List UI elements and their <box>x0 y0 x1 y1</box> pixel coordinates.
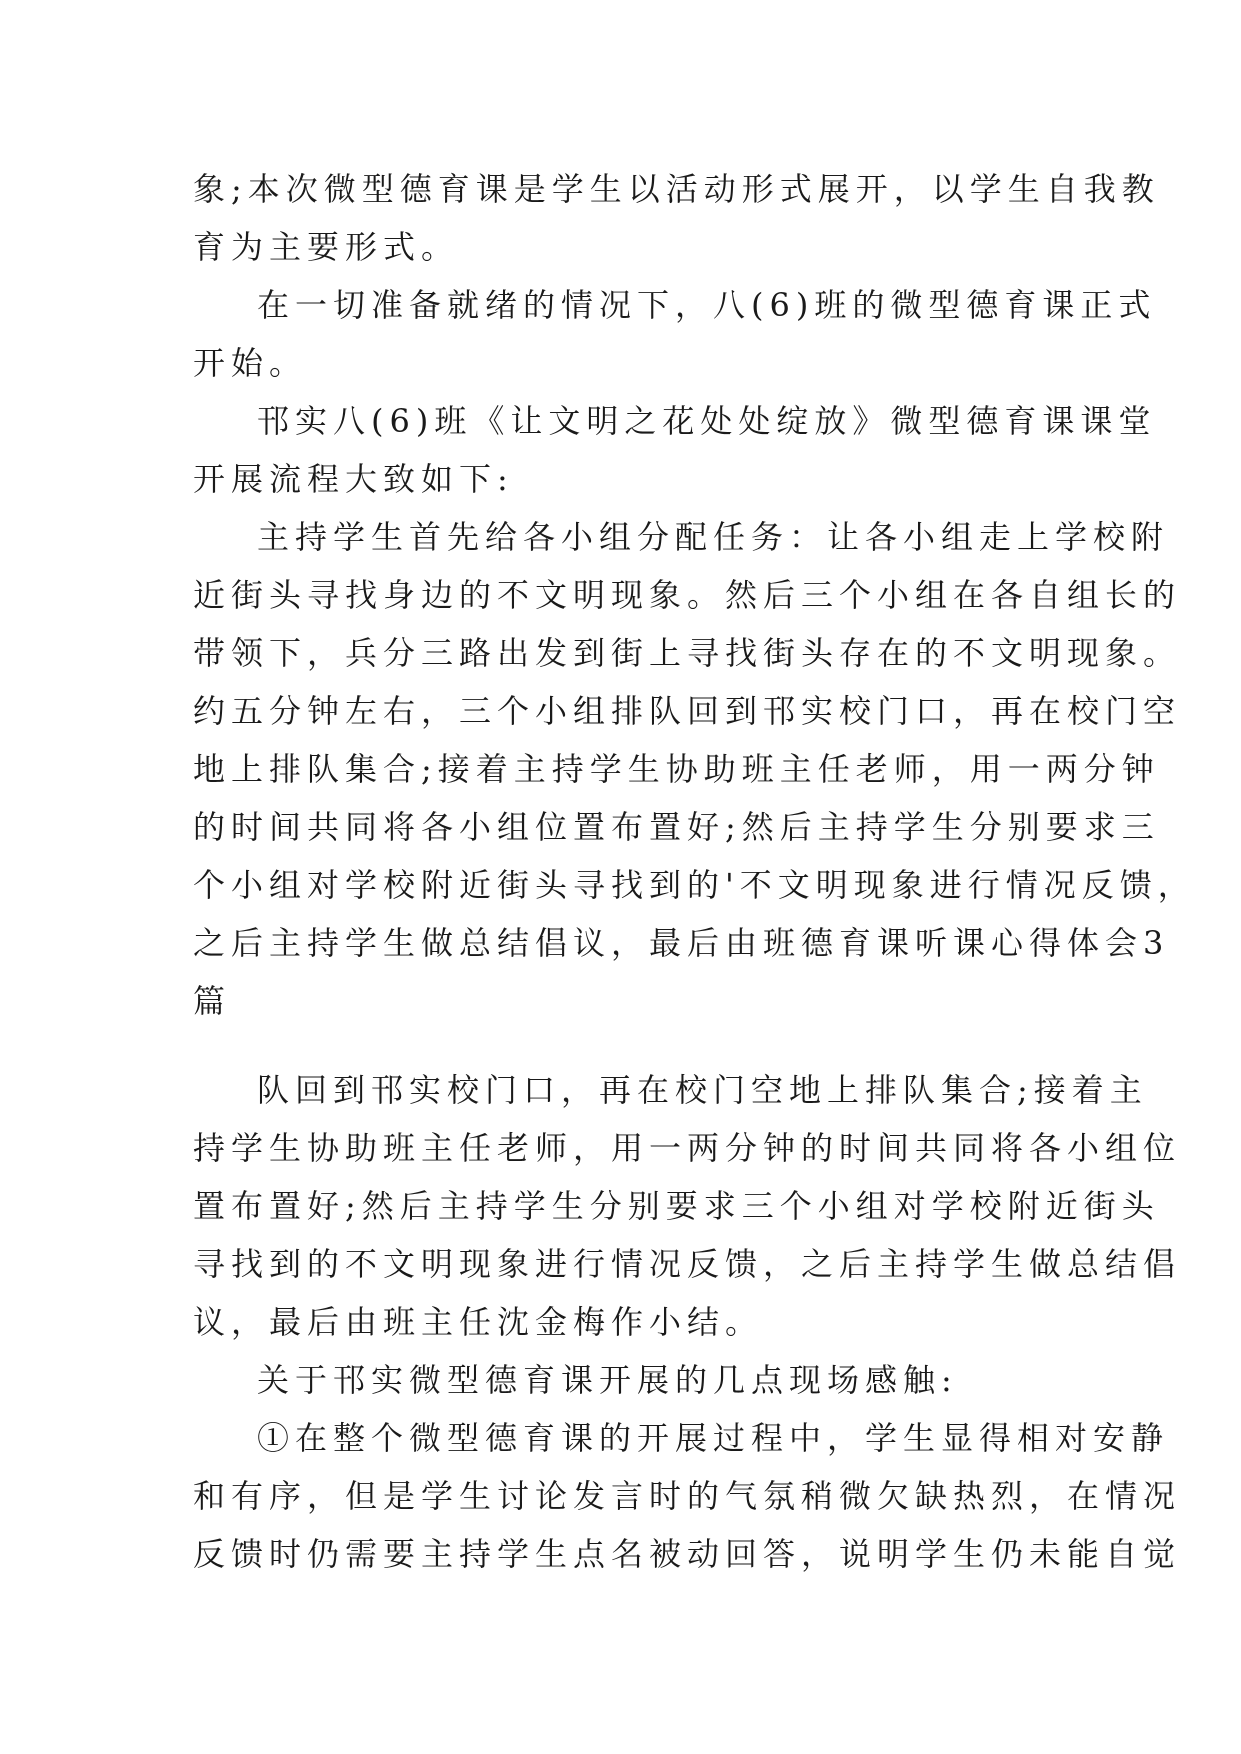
text-line: 队回到邗实校门口，再在校门空地上排队集合;接着主 <box>257 1071 1148 1109</box>
text-line: 象;本次微型德育课是学生以活动形式展开，以学生自我教 <box>193 170 1160 208</box>
text-line: 约五分钟左右，三个小组排队回到邗实校门口，再在校门空 <box>193 692 1182 730</box>
text-line: 寻找到的不文明现象进行情况反馈，之后主持学生做总结倡 <box>193 1245 1182 1283</box>
text-line: 带领下，兵分三路出发到街上寻找街头存在的不文明现象。 <box>193 634 1182 672</box>
text-line: 邗实八(6)班《让文明之花处处绽放》微型德育课课堂 <box>257 402 1157 440</box>
text-line: 近街头寻找身边的不文明现象。然后三个小组在各自组长的 <box>193 576 1182 614</box>
text-line: 持学生协助班主任老师，用一两分钟的时间共同将各小组位 <box>193 1129 1182 1167</box>
text-line: 和有序，但是学生讨论发言时的气氛稍微欠缺热烈，在情况 <box>193 1477 1182 1515</box>
text-line: 个小组对学校附近街头寻找到的'不文明现象进行情况反馈， <box>193 866 1196 904</box>
paragraph-gap <box>193 1030 1053 1061</box>
text-line: 在一切准备就绪的情况下，八(6)班的微型德育课正式 <box>257 286 1157 324</box>
text-line: 开始。 <box>193 344 308 382</box>
text-line: 关于邗实微型德育课开展的几点现场感触: <box>257 1361 958 1399</box>
text-line: 开展流程大致如下: <box>193 460 514 498</box>
text-line: 议，最后由班主任沈金梅作小结。 <box>193 1303 764 1341</box>
text-line: 地上排队集合;接着主持学生协助班主任老师，用一两分钟 <box>193 750 1160 788</box>
text-line: 之后主持学生做总结倡议，最后由班德育课听课心得体会3 <box>193 924 1170 962</box>
text-line: ①在整个微型德育课的开展过程中，学生显得相对安静 <box>257 1419 1170 1457</box>
text-line: 主持学生首先给各小组分配任务：让各小组走上学校附 <box>257 518 1170 556</box>
text-line: 置布置好;然后主持学生分别要求三个小组对学校附近街头 <box>193 1187 1160 1225</box>
text-line: 的时间共同将各小组位置布置好;然后主持学生分别要求三 <box>193 808 1160 846</box>
document-body <box>193 160 1196 1583</box>
text-line: 篇 <box>193 982 232 1020</box>
text-line: 反馈时仍需要主持学生点名被动回答，说明学生仍未能自觉 <box>193 1535 1182 1573</box>
text-line: 育为主要形式。 <box>193 228 460 266</box>
